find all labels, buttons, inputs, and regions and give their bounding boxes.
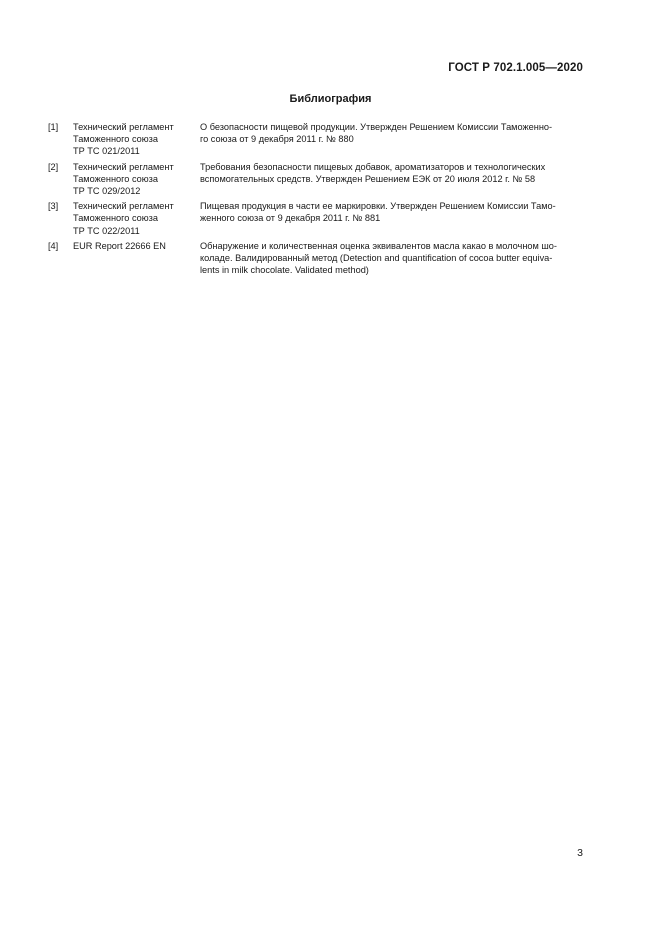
reference-source: [73, 121, 200, 158]
reference-number: [2]: [48, 161, 59, 172]
source-line: ТР ТС 029/2012: [73, 186, 141, 197]
reference-source: [73, 240, 200, 277]
reference-description: [200, 240, 583, 277]
description-line: О безопасности пищевой продукции. Утвержден Решением Комиссии Таможенно-: [200, 122, 553, 132]
source-line: Таможенного союза: [73, 134, 158, 145]
bibliography-entry: [48, 200, 583, 237]
description-line: коладе. Валидированный метод (Detection and quantification of cocoa butter equiva-: [200, 253, 553, 264]
source-line: ТР ТС 021/2011: [73, 146, 140, 157]
source-line: ТР ТС 022/2011: [73, 225, 140, 236]
reference-number: [4]: [48, 240, 59, 251]
source-line: Таможенного союза: [73, 213, 158, 224]
description-line: го союза от 9 декабря 2011 г. № 880: [200, 134, 354, 145]
description-line: Пищевая продукция в части ее маркировки. Утвержден Решением Комиссии Тамо-: [200, 201, 556, 212]
reference-description: [200, 121, 583, 158]
source-line: Технический регламент: [73, 161, 174, 172]
description-line: Требования безопасности пищевых добавок, ароматизаторов и технологических: [200, 161, 546, 172]
bibliography-entry: [48, 121, 583, 158]
reference-description: [200, 200, 583, 237]
source-line: Технический регламент: [73, 201, 174, 212]
reference-description: [200, 161, 583, 198]
standard-code: ГОСТ Р 702.1.005—2020: [448, 62, 583, 74]
source-line: Технический регламент: [73, 122, 174, 132]
reference-number: [1]: [48, 122, 59, 132]
description-line: lents in milk chocolate. Validated method): [200, 265, 369, 276]
description-line: женного союза от 9 декабря 2011 г. № 881: [200, 213, 381, 224]
source-line: Таможенного союза: [73, 173, 158, 184]
reference-source: [73, 200, 200, 237]
reference-number: [3]: [48, 201, 59, 212]
bibliography-entry: [48, 161, 583, 198]
page-number: 3: [577, 847, 583, 859]
bibliography-list: [48, 121, 583, 279]
description-line: вспомогательных средств. Утвержден Решением ЕЭК от 20 июля 2012 г. № 58: [200, 173, 536, 184]
source-line: EUR Report 22666 EN: [73, 240, 166, 251]
page-title: Библиография: [289, 93, 372, 105]
reference-source: [73, 161, 200, 198]
description-line: Обнаружение и количественная оценка эквивалентов масла какао в молочном шо-: [200, 240, 557, 251]
bibliography-entry: [48, 240, 583, 277]
